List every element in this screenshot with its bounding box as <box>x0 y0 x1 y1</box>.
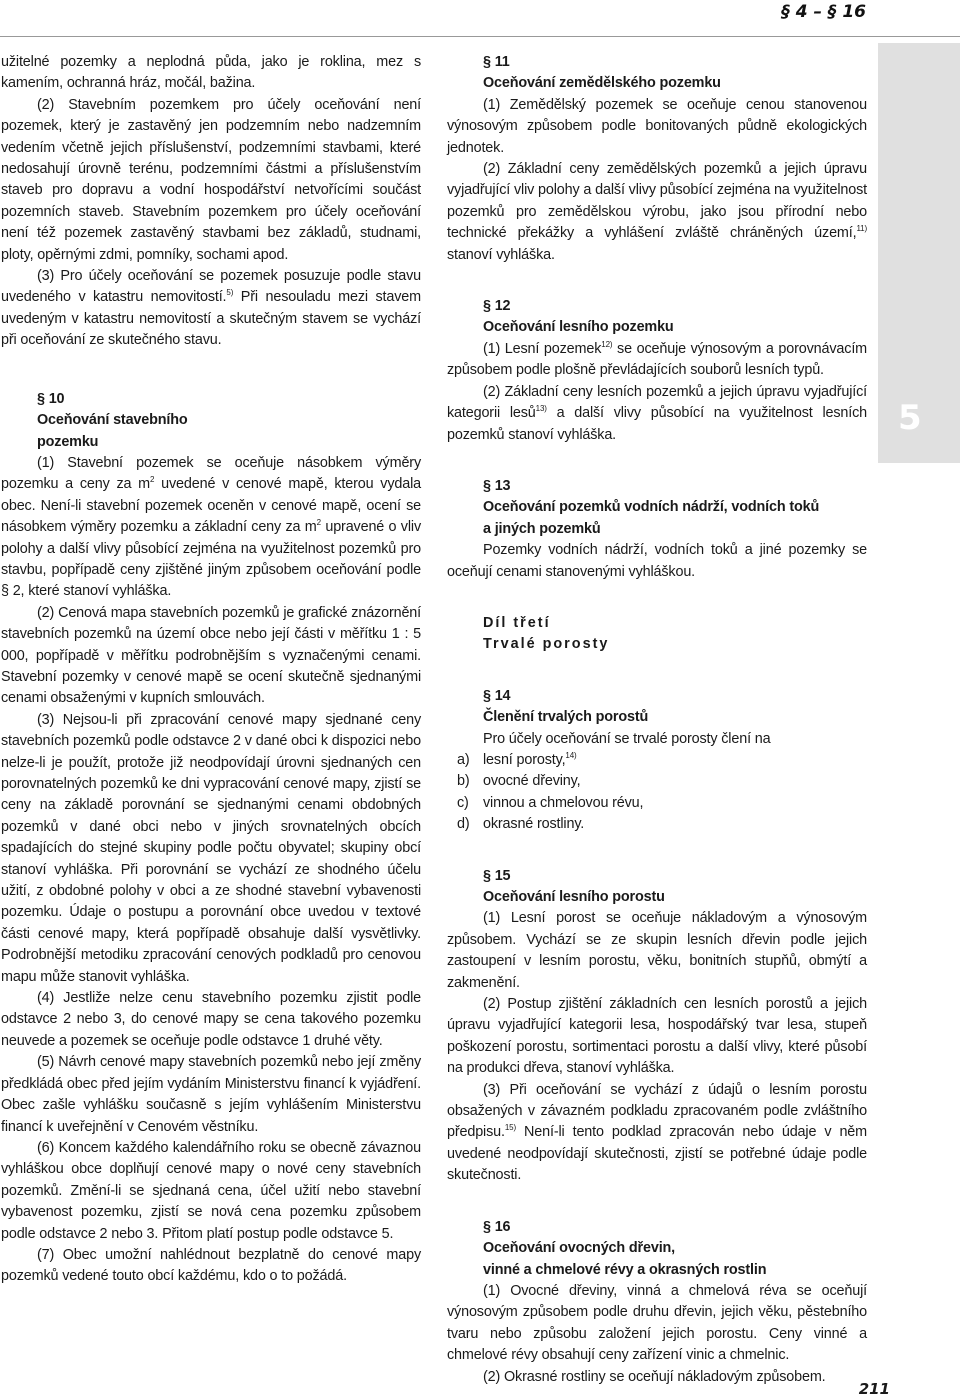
paragraph: (2) Cenová mapa stavebních pozemků je grafické znázornění stavebních pozemků na území obce nebo její části v měřítku 1 : 5 000, popřípadě v měřítku podrobnějším s vyznačenými cenami. Stavební pozemky v cenové mapě se ocení skutečně sjednanými cenami obsaženými v kupních smlouvách. <box>1 604 421 707</box>
section-title: Oceňování zemědělského pozemku <box>483 75 721 92</box>
paragraph: (1) Stavební pozemek se oceňuje násobkem výměry pozemku a ceny za $m^2$ uvedené v cenové mapě, kterou vydala obec. Není-li stavební pozemek oceněn v cenové mapě, ocení se násobkem výměry pozemku a základní ceny za $m^2$ upravené o vliv polohy a další vlivy působící zejména na využitelnost pozemků pro stavbu, popřípadě ceny zjištěné jiným způsobem oceňování podle § 2, které stanoví vyhláška. <box>1 454 421 600</box>
section-title: pozemku <box>37 433 99 450</box>
paragraph: (3) Pro účely oceňování se pozemek posuzuje podle stavu uvedeného v katastru nemovitostí.$^{5)}$ Při nesouladu mezi stavem uvedeným v katastru nemovitostí a skutečným stavem se vychází při oceňování ze skutečného stavu. <box>1 268 421 349</box>
header-section-ref: § 4 – § 16 <box>781 2 866 22</box>
paragraph: užitelné pozemky a neplodná půda, jako je roklina, mez s kamením, ochranná hráz, močál, bažina. <box>1 54 421 92</box>
paragraph: (1) Lesní pozemek$^{12)}$ se oceňuje výnosovým a porovnávacím způsobem podle plošně převládajících souborů lesních typů. <box>447 340 868 379</box>
header-rule <box>0 36 960 37</box>
paragraph: (2) Základní ceny zemědělských pozemků a jejich úpravu vyjadřující vliv polohy a další vlivy působící zejména na využitelnost pozemků pro zemědělskou výrobu, jako jsou přírodní nebo technické překážky a vyhlášení zvláště chráněných území,$^{11)}$ stanoví vyhláška. <box>447 161 867 263</box>
section-heading: § 10 <box>37 390 65 407</box>
section-title: Oceňování lesního pozemku <box>483 319 674 336</box>
section-heading: § 12 <box>483 298 511 315</box>
footnote-ref[interactable]: 15) <box>504 1123 516 1133</box>
footnote-ref[interactable]: 11) <box>856 224 867 234</box>
paragraph: Pozemky vodních nádrží, vodních toků a jiné pozemky se oceňují cenami stanovenými vyhláškou. <box>447 542 867 580</box>
paragraph: (1) Lesní porost se oceňuje nákladovým a výnosovým způsobem. Vychází se ze skupin lesních dřevin podle jejich zastoupení v lesním porostu, věku, bonitních stupňů, obmýtí a zakmenění. <box>447 910 867 991</box>
right-column <box>447 52 867 1388</box>
paragraph: (3) Při oceňování se vychází z údajů o lesním porostu obsažených v závazném podkladu zpracovaném podle zvláštního předpisu.$^{15)}$ Není-li tento podklad zpracován nebo údaje v něm uvedené neodpovídají skutečnosti, zjistí se potřebné údaje podle skutečnosti. <box>447 1081 867 1184</box>
paragraph: (2) Okrasné rostliny se oceňují nákladovým způsobem. <box>483 1368 826 1385</box>
section-heading: § 11 <box>483 54 510 70</box>
list-item: d) okrasné rostliny. <box>457 816 585 833</box>
section-heading: § 14 <box>483 687 511 704</box>
list-item: c) vinnou a chmelovou révu, <box>457 794 644 811</box>
footnote-ref[interactable]: 14) <box>565 751 577 761</box>
paragraph: (4) Jestliže nelze cenu stavebního pozemku zjistit podle odstavce 2 nebo 3, do cenové mapy se cena takového pozemku neuvede a pozemek se oceňuje podle odstavce 1 druhé věty. <box>1 990 421 1049</box>
section-title: a jiných pozemků <box>483 520 601 537</box>
paragraph: (6) Koncem každého kalendářního roku se obecně závaznou vyhláškou obce doplňují cenové mapy o nové ceny stavebních pozemků. Změní-li se sjednaná cena, účel užití nebo stavební vybavenost pozemku, zjistí se nová cena pozemku způsobem podle odstavce 2 nebo 3. Přitom platí postup podle odstavce 5. <box>1 1139 421 1242</box>
paragraph: (2) Postup zjištění základních cen lesních porostů a jejich úpravu vyjadřující kategorii lesa, hospodářský tvar lesa, stupeň poškození porostu, sortimentaci porostu a další vlivy, které působí na produkci dřeva, stanoví vyhláška. <box>447 996 867 1077</box>
paragraph: (1) Zemědělský pozemek se oceňuje cenou stanovenou výnosovým způsobem podle bonitovaných půdně ekologických jednotek. <box>447 96 867 156</box>
paragraph: (5) Návrh cenové mapy stavebních pozemků nebo její změny předkládá obec před jejím vydáním Ministerstvu financí k vyjádření. Obec zašle vyhlášku současně s jejím vyhlášením Ministerstvu financí k uveřejnění v Cenovém věstníku. <box>1 1054 421 1135</box>
part-heading: Díl třetí <box>483 614 551 631</box>
part-title: Trvalé porosty <box>483 636 610 653</box>
section-heading: § 16 <box>483 1218 511 1235</box>
paragraph: (1) Ovocné dřeviny, vinná a chmelová réva se oceňují výnosovým způsobem podle druhu dřevin, jejich věku, pěstebního tvaru nebo způsobu založení jejich porostu. Ceny vinné a chmelové révy obsahují ceny zařízení vinic a chmelnic. <box>447 1282 867 1364</box>
list-item: a) lesní porosty,$^{14)}$ <box>457 751 577 768</box>
footnote-ref[interactable]: 13) <box>535 404 547 414</box>
paragraph: (7) Obec umožní nahlédnout bezplatně do cenové mapy pozemků vedené touto obcí každému, kdo o to požádá. <box>1 1246 421 1285</box>
page-number: 211 <box>858 1380 890 1398</box>
section-title: Oceňování ovocných dřevin, <box>483 1240 676 1257</box>
paragraph: (2) Stavebním pozemkem pro účely oceňování není pozemek, který je zastavěný jen podzemním nebo nadzemním vedením včetně jejich příslušenství, podzemními stavbami, které nedosahují úrovně terénu, podzemními částmi a příslušenstvím staveb pro dopravu a vodní hospodářství netvořícími součást pozemních staveb. Stavebním pozemkem pro účely oceňování není též pozemek zastavěný stavbami bez základů, studnami, ploty, opěrnými zdmi, pomníky, sochami apod. <box>1 96 421 263</box>
section-title: Oceňování lesního porostu <box>483 889 665 905</box>
footnote-ref[interactable]: 5) <box>226 288 234 298</box>
porost-list <box>447 750 867 836</box>
paragraph: (2) Základní ceny lesních pozemků a jejich úpravu vyjadřující kategorii lesů$^{13)}$ a další vlivy působící na využitelnost lesních pozemků stanoví vyhláška. <box>447 383 867 443</box>
section-title: Oceňování pozemků vodních nádrží, vodních toků <box>483 499 820 516</box>
chapter-tab-number: 5 <box>898 398 922 438</box>
paragraph: Pro účely oceňování se trvalé porosty člení na <box>483 730 771 747</box>
paragraph: (3) Nejsou-li při zpracování cenové mapy sjednané ceny stavebních pozemků podle odstavce 2 v dané obci k dispozici nebo nelze-li je použít, protože již neodpovídají úrovni sjednaných cen porovnatelných pozemků ke dni vypracování cenové mapy, zjistí se ceny na základě porovnání se sjednanými cenami obdobných pozemků v dané obci nebo v jiných srovnatelných obcích spadajících do stejné skupiny podle počtu obyvatel; skupiny obcí stanoví vyhláška. Při porovnání se vychází ze shodného účelu užití, z obdobné polohy v obci a ze shodné stavební vybavenosti pozemku. Údaje o postupu a porovnání obce uvedou v textové části cenové mapy, která popřípadě obsahuje další vysvětlivky. Podrobnější metodiku zpracování cenových podkladů pro cenovou mapu může stanovit vyhláška. <box>1 711 421 985</box>
section-title: vinné a chmelové révy a okrasných rostlin <box>483 1261 767 1278</box>
section-heading: § 15 <box>483 867 511 884</box>
list-item: b) ovocné dřeviny, <box>457 773 581 790</box>
section-title: Členění trvalých porostů <box>483 709 649 726</box>
footnote-ref[interactable]: 12) <box>601 340 613 350</box>
section-title: Oceňování stavebního <box>37 412 188 429</box>
section-heading: § 13 <box>483 477 511 494</box>
left-column <box>1 52 421 1288</box>
